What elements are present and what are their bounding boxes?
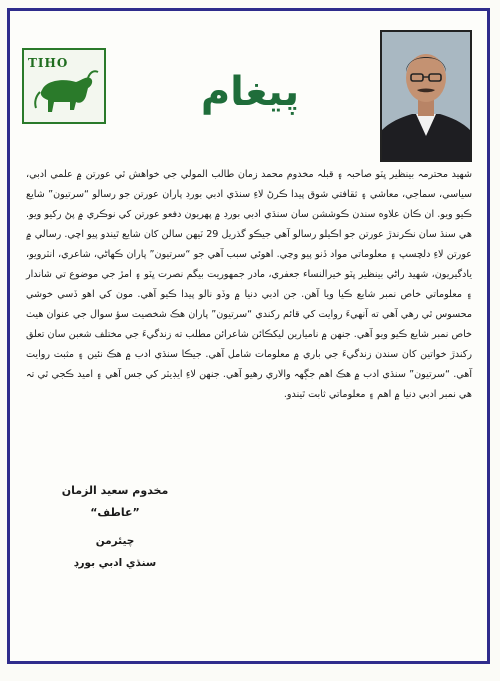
portrait-photo: [380, 30, 472, 162]
signature-block: [40, 480, 190, 574]
signatory-role: چيئرمن: [95, 535, 135, 547]
logo: [22, 48, 106, 124]
person-icon: [382, 32, 470, 160]
message-body: [26, 165, 472, 405]
signatory-name: مخدوم سعيد الزمان ”عاطف“: [61, 484, 169, 519]
logo-text: TIHO: [28, 56, 69, 70]
message-paragraph: شهيد محترمہ بينظير ڀٽو صاحبہ ۽ قبلہ مخدوم محمد زمان طالب المولي جي خواهش ٿي عورتن ۾ علمي ادبي، سياسي، سماجي، معاشي ۽ ثقافتي شوق پيدا ڪرڻ لاءِ سنڌي ادبي بورڊ پاران عورتن جو رسالو “سرتيون” شايع ڪيو ويو. ان ڪان علاوه سندن ڪوششن سان سنڌي ادبي بورڊ ۾ پهريون دفعو عورتن کي نوڪري ۾ پڻ رکيو ويو. هي سنڌ سان نڪرندڙ عورتن جو اڪيلو رسالو آهي جيڪو گذريل 29 ٽيهن سالن کان شايع ٿيندو پيو اچي. رسالي ۾ عورتن لاءِ دلچسپ ۽ معلوماتي مواد ڏنو پيو وڃي. اهوئي سبب آهي جو “سرتيون” پاران ڪهاڻي، شاعري، انٽرويو، يادگيريون، شهيد راڻي بينظير ڀٽو خيرالنساء جعفري، مادر جمهوريت بيگم نصرت ڀٽو ۽ امڙ جي موضوع تي شاندار ۽ معلوماتي خاص نمبر شايع ڪيا ويا آهن. جن ادبي دنيا ۾ وڏو نالو پيدا ڪيو آهي. مون کي اهو ڏسي خوشي محسوس ٿي رهي آهي ته آنهيءَ روايت کي قائم رکندي “سرتيون” پاران هڪ شخصيت سؤ سوال جي عنوان هيٺ خاص نمبر شايع ڪيو ويو آهي. جنهن ۾ ناميارين ليکڪائن شاعرائن مطلب ته زندگيءَ جي مختلف شعبن سان تعلق رکندڙ خواتين کان سندن زندگيءَ جي باري ۾ معلومات شامل آهي. جيڪا سنڌي ادب ۾ هڪ نئين ۽ مثبت روايت آهي. “سرتيون” سنڌي ادب ۾ هڪ اهم جڳهہ والاري رهيو آهي. جنهن لاءِ ايڊيٽر کي جس آهي ۽ اميد ڪجي ٿي تہ هي نمبر ادبي دنيا ۾ اهم ۽ معلوماتي ثابت ٿيندو.: [26, 169, 472, 400]
signatory-organization: سنڌي ادبي بورڊ: [73, 557, 157, 569]
page-title: پيغام: [200, 69, 300, 115]
bull-icon: [24, 50, 104, 122]
